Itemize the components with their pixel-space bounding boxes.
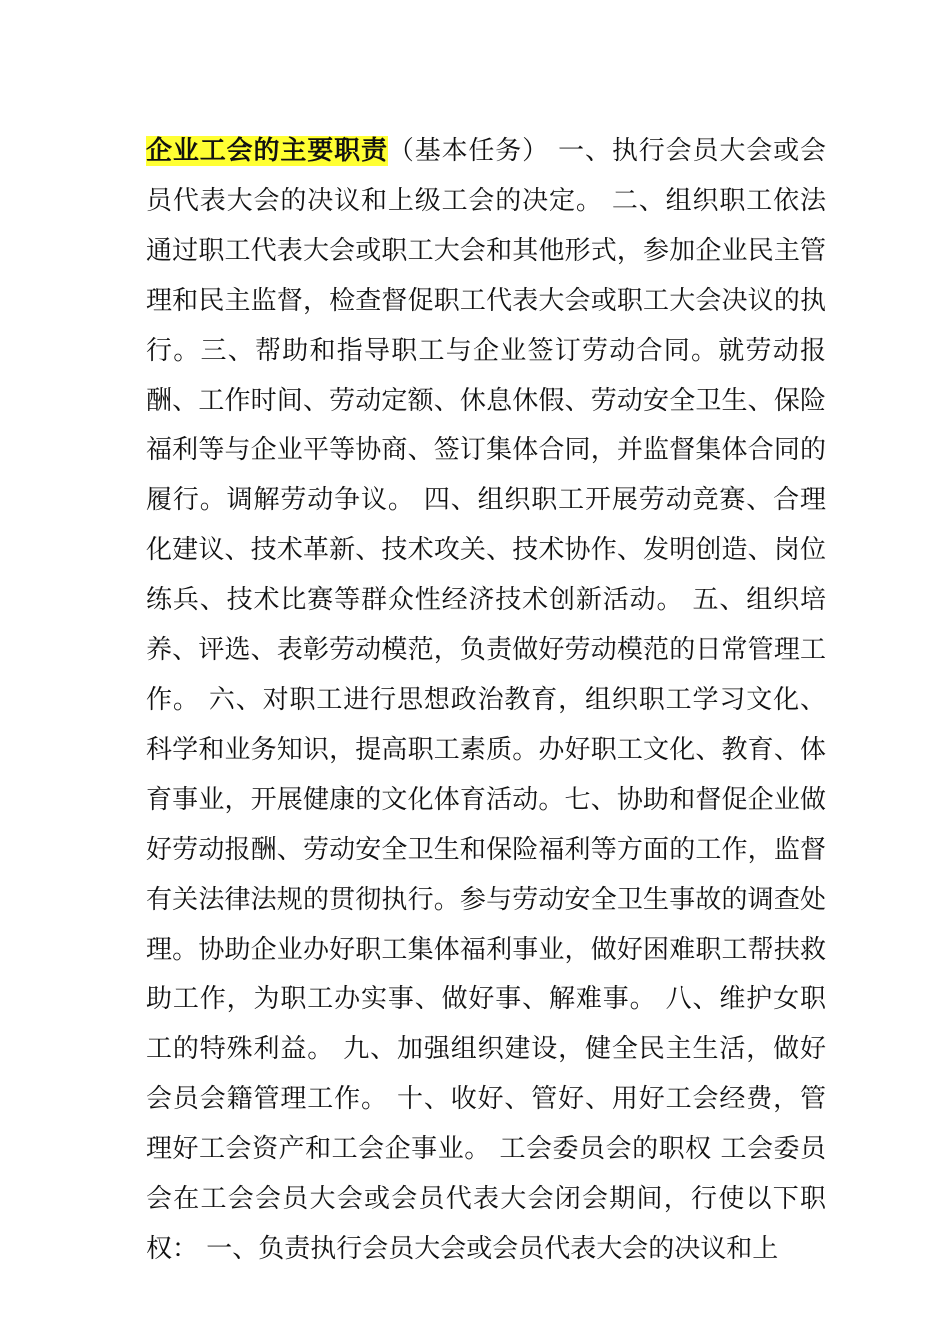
body-text: （基本任务） 一、执行会员大会或会员代表大会的决议和上级工会的决定。 二、组织职工依法通过职工代表大会或职工大会和其他形式，参加企业民主管理和民主监督，检查督促职工代表大会或职工大会决议的执行。三、帮助和指导职工与企业签订劳动合同。就劳动报酬、工作时间、劳动定额、休息休假、劳动安全卫生、保险福利等与企业平等协商、签订集体合同，并监督集体合同的履行。调解劳动争议。 四、组织职工开展劳动竞赛、合理化建议、技术革新、技术攻关、技术协作、发明创造、岗位练兵、技术比赛等群众性经济技术创新活动。 五、组织培养、评选、表彰劳动模范，负责做好劳动模范的日常管理工作。 六、对职工进行思想政治教育，组织职工学习文化、科学和业务知识，提高职工素质。办好职工文化、教育、体育事业，开展健康的文化体育活动。七、协助和督促企业做好劳动报酬、劳动安全卫生和保险福利等方面的工作，监督有关法律法规的贯彻执行。参与劳动安全卫生事故的调查处理。协助企业办好职工集体福利事业，做好困难职工帮扶救助工作，为职工办实事、做好事、解难事。 八、维护女职工的特殊利益。 九、加强组织建设，健全民主生活，做好会员会籍管理工作。 十、收好、管好、用好工会经费，管理好工会资产和工会企事业。 工会委员会的职权 工会委员会在工会会员大会或会员代表大会闭会期间，行使以下职权： 一、负责执行会员大会或会员代表大会的决议和上 bbox=[146, 136, 826, 1264]
highlighted-heading: 企业工会的主要职责 bbox=[146, 136, 388, 166]
document-body-paragraph bbox=[146, 127, 826, 1275]
